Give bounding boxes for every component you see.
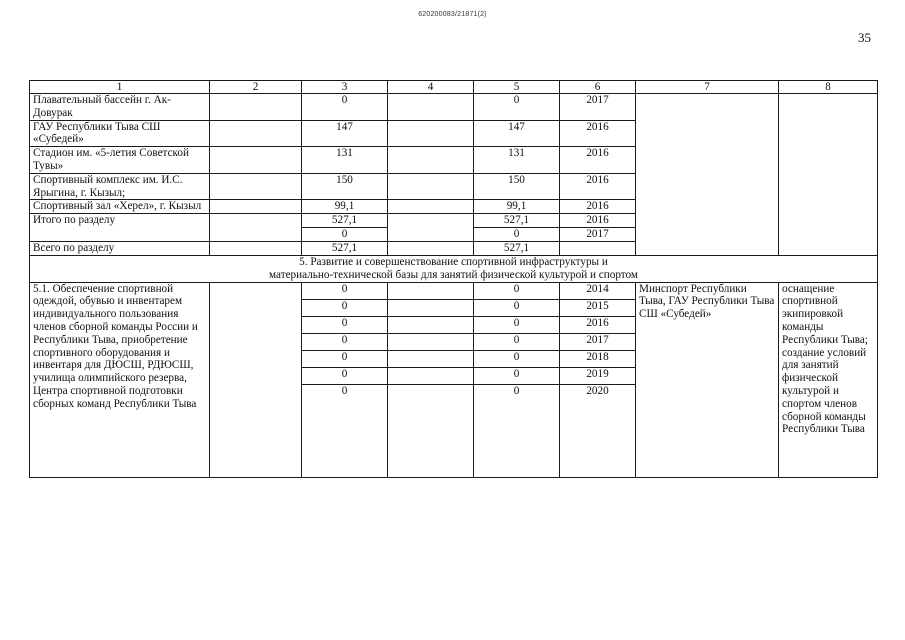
year-cell: 2016 — [560, 317, 635, 334]
year-cell: 2014 — [560, 283, 635, 300]
column-number: 5 — [474, 81, 560, 94]
year-cell: 2019 — [560, 368, 635, 385]
program-table — [29, 80, 878, 478]
column-number: 6 — [560, 81, 636, 94]
column-number: 2 — [210, 81, 302, 94]
year-value: 0 — [302, 283, 387, 300]
year-cell: 2018 — [560, 351, 635, 368]
year-value: 0 — [513, 384, 520, 397]
year-value: 0 — [302, 300, 387, 317]
item-row — [30, 282, 878, 477]
executor-cell-empty — [636, 94, 779, 256]
item-col5-stack — [474, 282, 560, 477]
column-number-row — [30, 81, 878, 94]
year-value: 0 — [302, 368, 387, 385]
result-cell: оснащение спортивной экипировкой команды Республики Тыва; создание условий для занятий физической культурой и спортом членов сборной команды Республики Тыва — [779, 282, 878, 477]
total-col3: 527,1 — [302, 214, 388, 228]
facility-name: ГАУ Республики Тыва СШ «Субедей» — [30, 120, 210, 147]
year-value: 0 — [474, 283, 559, 300]
year-cell: 2020 — [586, 384, 609, 397]
column-number: 4 — [388, 81, 474, 94]
facility-name: Спортивный комплекс им. И.С. Ярыгина, г. Кызыл; — [30, 173, 210, 200]
value-col3: 150 — [302, 173, 388, 200]
year-value: 0 — [302, 334, 387, 351]
section-total-label: Итого по разделу — [30, 214, 210, 242]
value-col5: 150 — [474, 173, 560, 200]
column-number: 8 — [779, 81, 878, 94]
year-value: 0 — [474, 351, 559, 368]
year-cell: 2017 — [560, 94, 636, 121]
document-id: 620200083/21871(2) — [418, 11, 487, 18]
value-col3: 0 — [302, 94, 388, 121]
item-year-stack — [560, 282, 636, 477]
column-number: 1 — [30, 81, 210, 94]
table-row — [30, 94, 878, 121]
value-col3: 99,1 — [302, 200, 388, 214]
year-value: 0 — [302, 351, 387, 368]
total-col3: 0 — [302, 227, 388, 241]
executor-cell: Минспорт Республики Тыва, ГАУ Республики Тыва СШ «Субедей» — [636, 282, 779, 477]
year-value: 0 — [474, 300, 559, 317]
year-cell: 2016 — [560, 120, 636, 147]
column-number: 7 — [636, 81, 779, 94]
section-heading-line1: 5. Развитие и совершенствование спортивной инфраструктуры и — [299, 255, 608, 268]
value-col3: 131 — [302, 147, 388, 174]
facility-name: Стадион им. «5-летия Советской Тувы» — [30, 147, 210, 174]
grand-total-col5: 527,1 — [474, 241, 560, 255]
year-cell: 2015 — [560, 300, 635, 317]
year-value: 0 — [302, 317, 387, 334]
total-col5: 0 — [474, 227, 560, 241]
total-col5: 527,1 — [474, 214, 560, 228]
column-number: 3 — [302, 81, 388, 94]
page-number: 35 — [858, 30, 871, 45]
facility-name: Плавательный бассейн г. Ак-Довурак — [30, 94, 210, 121]
total-year: 2017 — [560, 227, 636, 241]
facility-name: Спортивный зал «Херел», г. Кызыл — [30, 200, 210, 214]
value-col5: 131 — [474, 147, 560, 174]
total-year: 2016 — [560, 214, 636, 228]
year-cell: 2016 — [560, 147, 636, 174]
year-value: 0 — [474, 317, 559, 334]
item-col4-stack — [388, 282, 474, 477]
item-col3-stack — [302, 282, 388, 477]
year-value: 0 — [474, 368, 559, 385]
grand-total-label: Всего по разделу — [30, 241, 210, 255]
value-col3: 147 — [302, 120, 388, 147]
year-value: 0 — [341, 384, 348, 397]
section-heading-row — [30, 255, 878, 282]
section-heading-line2: материально-технической базы для занятий физической культурой и спортом — [269, 268, 638, 281]
year-value: 0 — [474, 334, 559, 351]
grand-total-col3: 527,1 — [302, 241, 388, 255]
section-heading — [30, 255, 878, 282]
result-cell-empty — [779, 94, 878, 256]
value-col5: 99,1 — [474, 200, 560, 214]
value-col5: 147 — [474, 120, 560, 147]
year-cell: 2017 — [560, 334, 635, 351]
item-name: 5.1. Обеспечение спортивной одеждой, обувью и инвентарем индивидуального пользования членов сборной команды России и Республики Тыва, приобретение спортивного оборудования и инвентаря для ДЮСШ, РДЮСШ, училища олимпийского резерва, Центра спортивной подготовки сборных команд Республики Тыва — [30, 282, 210, 477]
year-cell: 2016 — [560, 173, 636, 200]
value-col5: 0 — [474, 94, 560, 121]
year-cell: 2016 — [560, 200, 636, 214]
